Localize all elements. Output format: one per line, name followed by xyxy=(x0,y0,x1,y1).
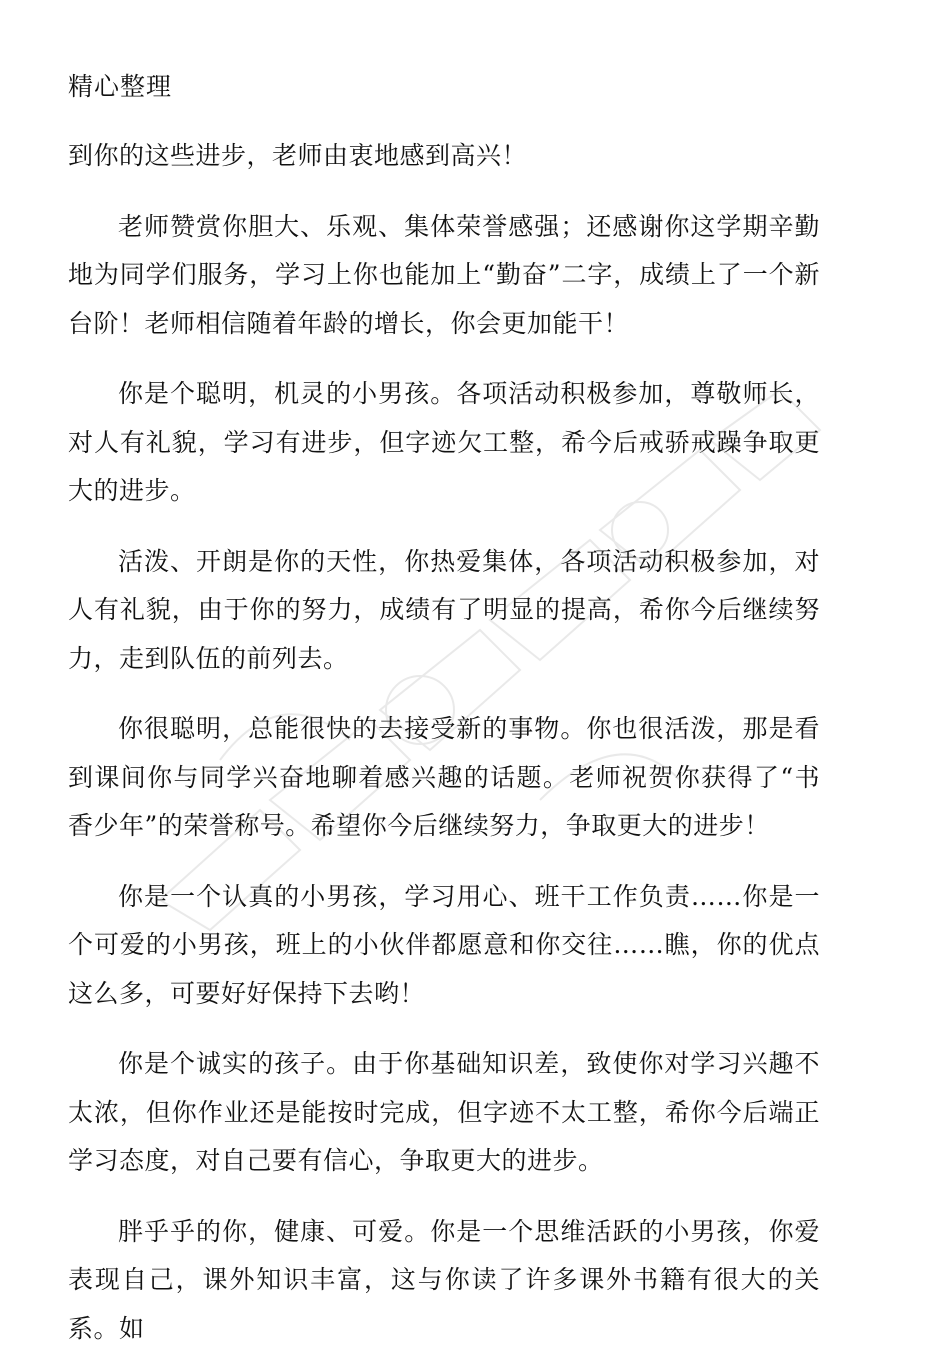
paragraph-comment-7: 胖乎乎的你，健康、可爱。你是一个思维活跃的小男孩，你爱表现自己，课外知识丰富，这与你读了许多课外书籍有很大的关系。如 xyxy=(68,1208,820,1353)
paragraph-comment-1: 老师赞赏你胆大、乐观、集体荣誉感强；还感谢你这学期辛勤地为同学们服务，学习上你也能加上“勤奋”二字，成绩上了一个新台阶！老师相信随着年龄的增长，你会更加能干！ xyxy=(68,203,820,349)
page-header: 精心整理 xyxy=(68,70,820,104)
paragraph-comment-4: 你很聪明，总能很快的去接受新的事物。你也很活泼，那是看到课间你与同学兴奋地聊着感兴趣的话题。老师祝贺你获得了“书香少年”的荣誉称号。希望你今后继续努力，争取更大的进步！ xyxy=(68,705,820,851)
paragraph-continuation: 到你的这些进步，老师由衷地感到高兴！ xyxy=(68,132,820,181)
paragraph-comment-5: 你是一个认真的小男孩，学习用心、班干工作负责……你是一个可爱的小男孩，班上的小伙伴都愿意和你交往……瞧，你的优点这么多，可要好好保持下去哟！ xyxy=(68,873,820,1019)
paragraph-comment-2: 你是个聪明，机灵的小男孩。各项活动积极参加，尊敬师长，对人有礼貌，学习有进步，但字迹欠工整，希今后戒骄戒躁争取更大的进步。 xyxy=(68,370,820,516)
paragraph-comment-3: 活泼、开朗是你的天性，你热爱集体，各项活动积极参加，对人有礼貌，由于你的努力，成绩有了明显的提高，希你今后继续努力，走到队伍的前列去。 xyxy=(68,538,820,684)
paragraph-comment-6: 你是个诚实的孩子。由于你基础知识差，致使你对学习兴趣不太浓，但你作业还是能按时完成，但字迹不太工整，希你今后端正学习态度，对自己要有信心，争取更大的进步。 xyxy=(68,1040,820,1186)
